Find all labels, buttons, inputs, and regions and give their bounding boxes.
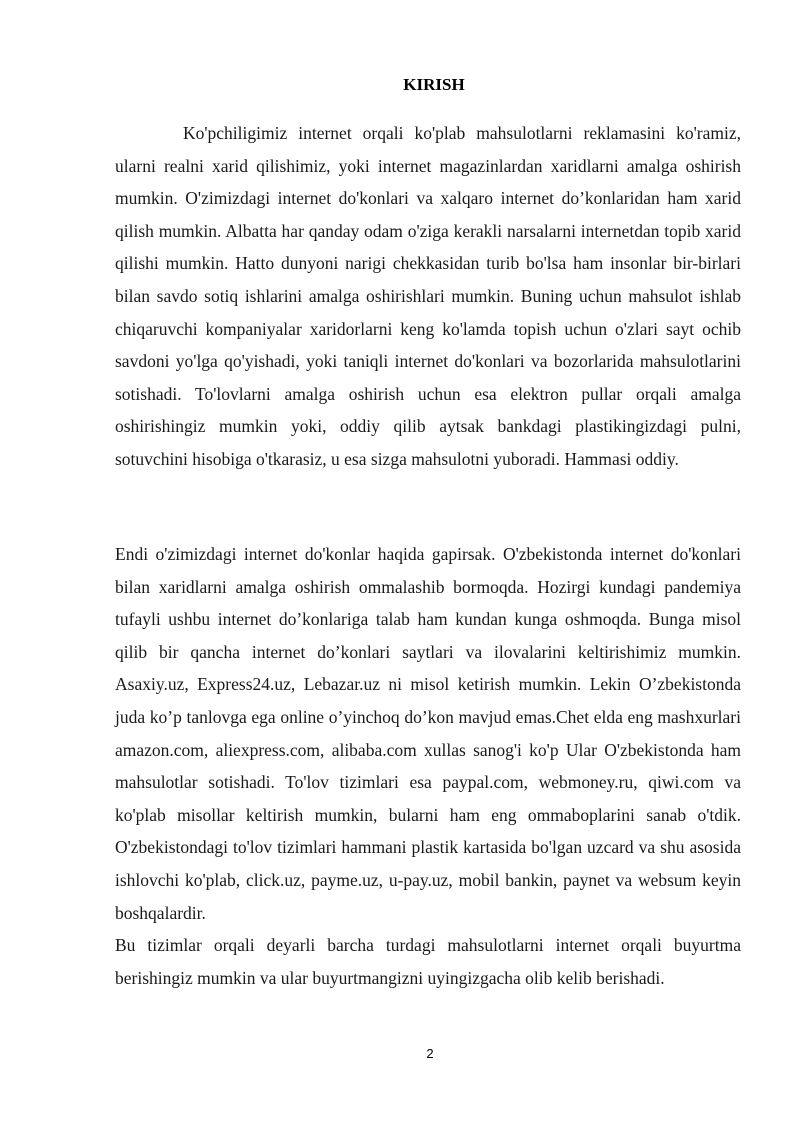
paragraph-ordering: Bu tizimlar orqali deyarli barcha turdagi mahsulotlarni internet orqali buyurtma berishingiz mumkin va ular buyurtmangizni uyingizgacha olib kelib berishadi. — [115, 935, 741, 988]
page-number: 2 — [426, 1046, 434, 1061]
section-title: KIRISH — [403, 75, 465, 94]
paragraph-intro: Ko'pchiligimiz internet orqali ko'plab mahsulotlarni reklamasini ko'ramiz, ularni realni xarid qilishimiz, yoki internet magazinlardan xaridlarni amalga oshirish mumkin. O'zimizdagi internet do'konlari va xalqaro internet do’konlaridan ham xarid qilish mumkin. Albatta har qanday odam o'ziga kerakli narsalarni internetdan topib xarid qilishi mumkin. Hatto dunyoni narigi chekkasidan turib bo'lsa ham insonlar bir-birlari bilan savdo sotiq ishlarini amalga oshirishlari mumkin. Buning uchun mahsulot ishlab chiqaruvchi kompaniyalar xaridorlarni keng ko'lamda topish uchun o'zlari sayt ochib savdoni yo'lga qo'yishadi, yoki taniqli internet do'konlari va bozorlarida mahsulotlarini sotishadi. To'lovlarni amalga oshirish uchun esa elektron pullar orqali amalga oshirishingiz mumkin yoki, oddiy qilib aytsak bankdagi plastikingizdagi pulni, sotuvchini hisobiga o'tkarasiz, u esa sizga mahsulotni yuboradi. Hammasi oddiy. — [115, 123, 741, 469]
paragraph-local-stores: Endi o'zimizdagi internet do'konlar haqida gapirsak. O'zbekistonda internet do'konlari bilan xaridlarni amalga oshirish ommalashib bormoqda. Hozirgi kundagi pandemiya tufayli ushbu internet do’konlariga talab ham kundan kunga oshmoqda. Bunga misol qilib bir qancha internet do’konlari saytlari va ilovalarini keltirishimiz mumkin. Asaxiy.uz, Express24.uz, Lebazar.uz ni misol ketirish mumkin. Lekin O’zbekistonda juda ko’p tanlovga ega online o’yinchoq do’kon mavjud emas.Chet elda eng mashxurlari amazon.com, aliexpress.com, alibaba.com xullas sanog'i ko'p Ular O'zbekistonda ham mahsulotlar sotishadi. To'lov tizimlari esa paypal.com, webmoney.ru, qiwi.com va ko'plab misollar keltirish mumkin, bularni ham eng ommaboplarini sanab o'tdik. O'zbekistondagi to'lov tizimlari hammani plastik kartasida bo'lgan uzcard va shu asosida ishlovchi ko'plab, click.uz, payme.uz, u-pay.uz, mobil bankin, paynet va websum keyin boshqalardir. — [115, 544, 741, 923]
